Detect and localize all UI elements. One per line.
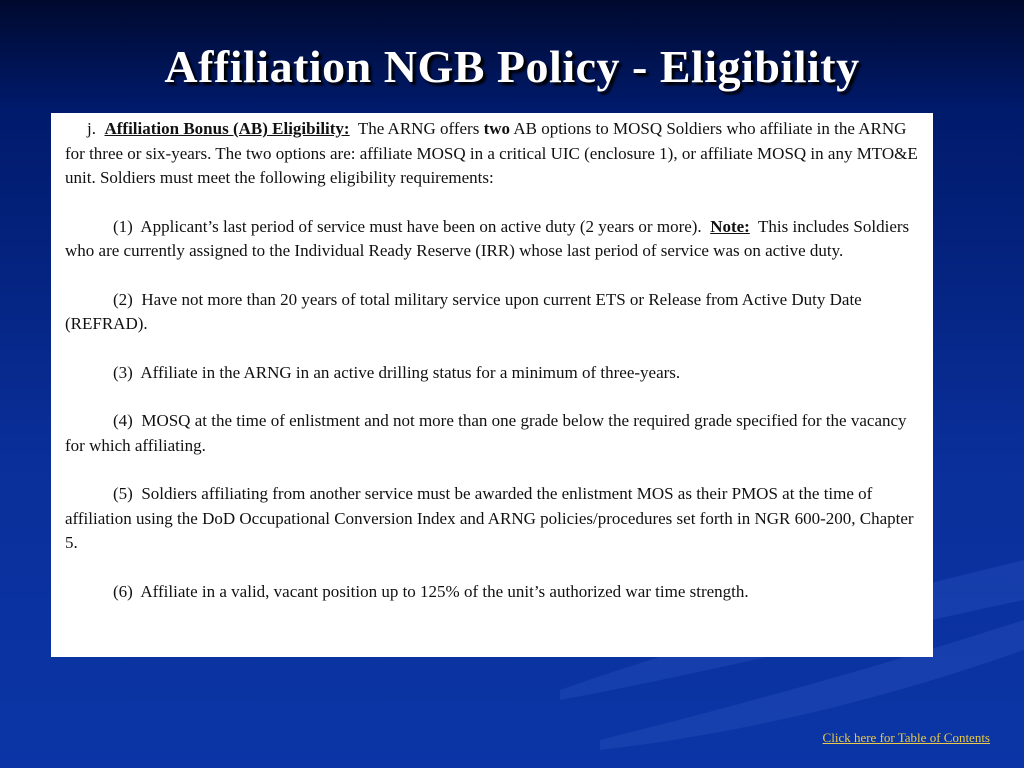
item-number: (4) bbox=[113, 411, 133, 430]
item-text: Applicant’s last period of service must have been on active duty (2 years or more). bbox=[140, 216, 702, 236]
item-text: Affiliate in the ARNG in an active drilling status for a minimum of three-years. bbox=[140, 362, 681, 382]
item-number: (6) bbox=[113, 581, 133, 601]
intro-text-b: AB options to MOSQ Soldiers who affiliate in the ARNG for three or six-years. The two options are: affiliate MOSQ in a critical UIC (enclosure 1), or affiliate MOSQ in any MTO&E unit. Soldiers must meet the following eligibility requirements: bbox=[65, 119, 918, 187]
item-number: (5) bbox=[113, 484, 133, 503]
requirement-item-6 bbox=[65, 580, 919, 605]
requirement-item-4 bbox=[65, 409, 919, 458]
item-text: Affiliate in a valid, vacant position up to 125% of the unit’s authorized war time strength. bbox=[140, 581, 749, 601]
table-of-contents-link[interactable]: Click here for Table of Contents bbox=[822, 730, 990, 745]
requirement-item-1 bbox=[65, 215, 919, 264]
intro-paragraph bbox=[65, 117, 919, 191]
section-heading: Affiliation Bonus (AB) Eligibility: bbox=[104, 119, 350, 138]
paragraph-marker: j. bbox=[87, 119, 96, 138]
requirement-item-3 bbox=[65, 361, 919, 386]
item-text: Have not more than 20 years of total military service upon current ETS or Release from Active Duty Date (REFRAD). bbox=[65, 289, 862, 333]
item-text: Soldiers affiliating from another service must be awarded the enlistment MOS as their PMOS at the time of affiliation using the DoD Occupational Conversion Index and ARNG policies/procedures set forth in NGR 600-200, Chapter 5. bbox=[65, 484, 914, 552]
requirement-item-2 bbox=[65, 288, 919, 337]
item-number: (1) bbox=[113, 216, 133, 236]
slide-title: Affiliation NGB Policy - Eligibility bbox=[164, 41, 860, 92]
requirement-item-5 bbox=[65, 482, 919, 556]
item-text: MOSQ at the time of enlistment and not more than one grade below the required grade specified for the vacancy for which affiliating. bbox=[65, 411, 907, 455]
item-number: (2) bbox=[113, 289, 133, 309]
intro-emphasis: two bbox=[483, 119, 511, 138]
note-label: Note: bbox=[710, 216, 750, 236]
note-text: This includes Soldiers who are currently assigned to the Individual Ready Reserve (IRR) whose last period of service was on active duty. bbox=[65, 216, 910, 260]
item-number: (3) bbox=[113, 362, 133, 382]
policy-document-excerpt bbox=[51, 113, 933, 657]
intro-text-a: The ARNG offers bbox=[357, 119, 480, 138]
